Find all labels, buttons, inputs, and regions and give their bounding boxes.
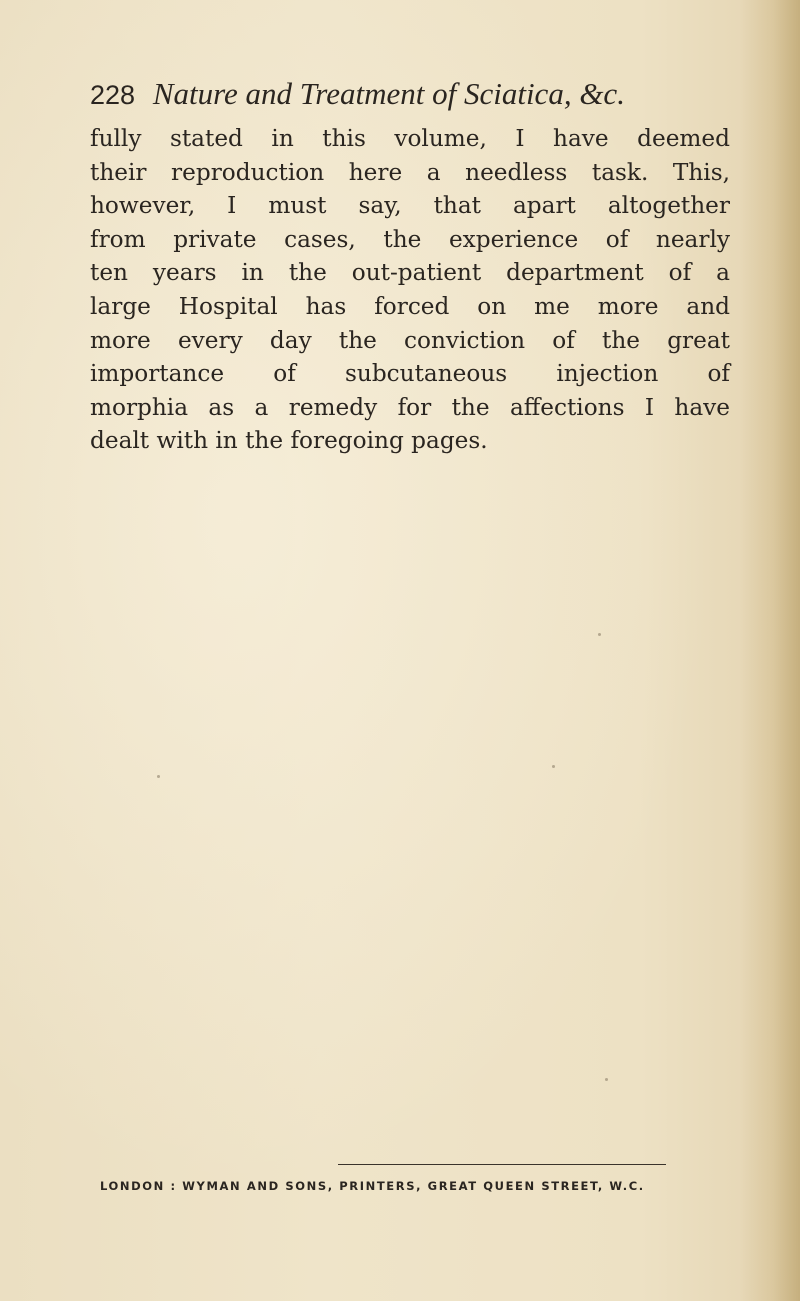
text-line: more every day the conviction of the great [90, 326, 730, 354]
running-title: Nature and Treatment of Sciatica, &c. [152, 76, 625, 111]
text-line: their reproduction here a needless task. This, [90, 158, 730, 186]
text-line: from private cases, the experience of nearly [90, 225, 730, 253]
paper-speck [157, 775, 160, 778]
running-header [90, 70, 730, 118]
page-edge-stain [740, 0, 800, 1301]
text-line: ten years in the out-patient department of a [90, 259, 730, 287]
paper-speck [605, 1078, 608, 1081]
text-line: however, I must say, that apart altogether [90, 192, 730, 220]
body-paragraph [90, 122, 730, 458]
text-line: large Hospital has forced on me more and [90, 292, 730, 320]
text-line: morphia as a remedy for the affections I have [90, 393, 730, 421]
page-number: 228 [90, 80, 136, 110]
text-line: importance of subcutaneous injection of [90, 360, 730, 388]
paper-speck [598, 633, 601, 636]
paper-speck [552, 765, 555, 768]
text-line: fully stated in this volume, I have deemed [90, 125, 730, 152]
imprint-rule [338, 1164, 666, 1165]
text-line: dealt with in the foregoing pages. [90, 427, 488, 455]
printer-imprint: LONDON : WYMAN AND SONS, PRINTERS, GREAT QUEEN STREET, W.C. [100, 1179, 645, 1193]
